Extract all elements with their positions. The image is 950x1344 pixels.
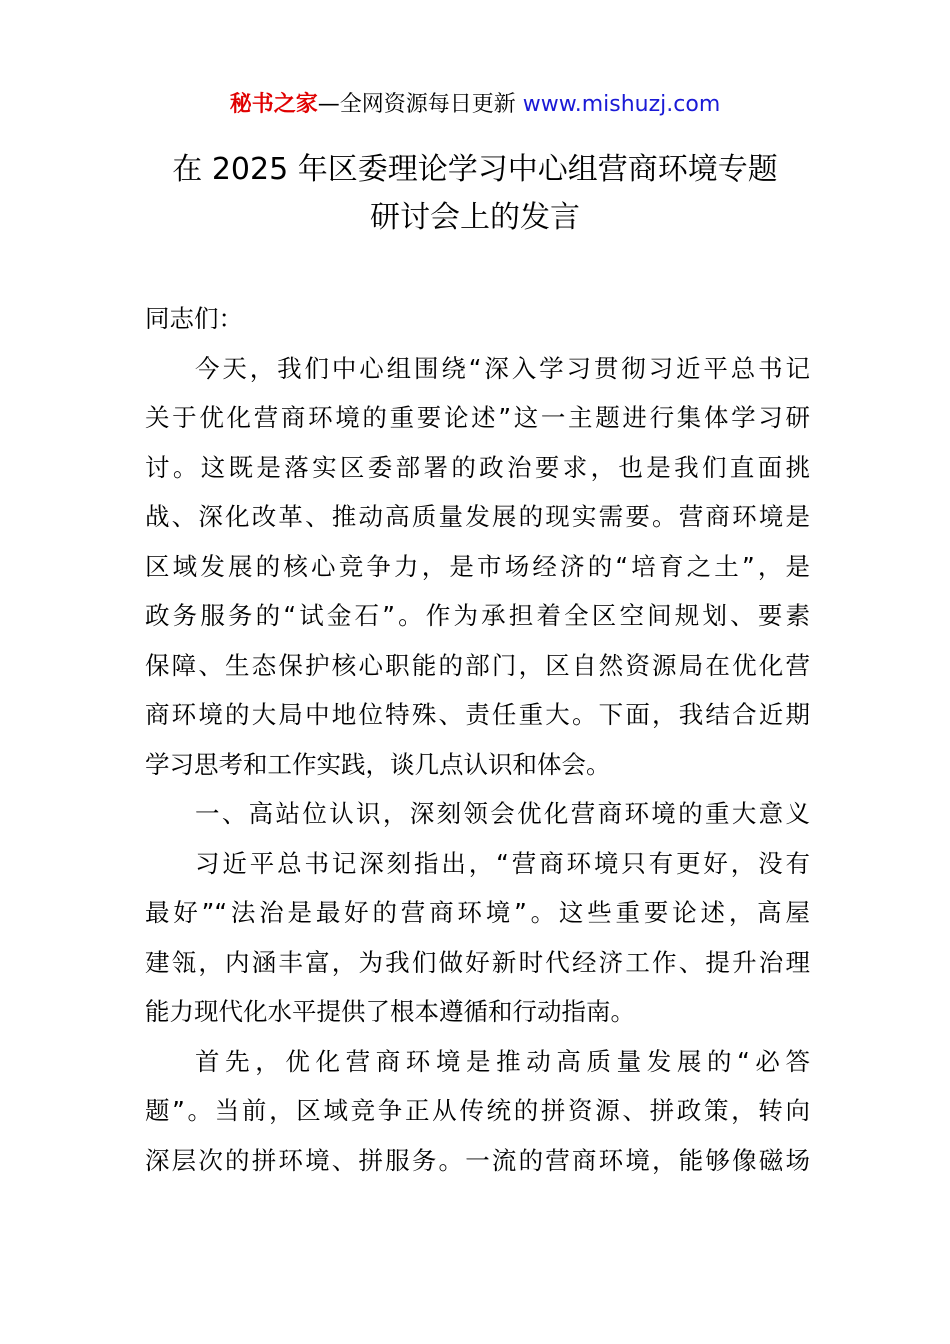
text-line: 区域发展的核心竞争力，是市场经济的“培育之土”，是 (145, 551, 810, 581)
text-line: 学习思考和工作实践，谈几点认识和体会。 (145, 749, 611, 779)
site-header (0, 88, 950, 122)
text-line: 首先，优化营商环境是推动高质量发展的“必答 (195, 1046, 810, 1076)
text-line: 能力现代化水平提供了根本遵循和行动指南。 (145, 997, 635, 1026)
text-line: 讨。这既是落实区委部署的政治要求，也是我们直面挑 (145, 452, 810, 482)
text-line: 题”。当前，区域竞争正从传统的拼资源、拼政策，转向 (145, 1096, 810, 1125)
text-line: 建瓴，内涵丰富，为我们做好新时代经济工作、提升治理 (145, 947, 810, 977)
section-heading: 一、高站位认识，深刻领会优化营商环境的重大意义 (195, 799, 810, 828)
text-line: 政务服务的“试金石”。作为承担着全区空间规划、要素 (145, 601, 810, 630)
text-line: 今天，我们中心组围绕“深入学习贯彻习近平总书记 (195, 353, 810, 383)
text-line: 商环境的大局中地位特殊、责任重大。下面，我结合近期 (145, 700, 810, 729)
salutation: 同志们： (145, 304, 243, 333)
text-line: 深层次的拼环境、拼服务。一流的营商环境，能够像磁场 (145, 1145, 810, 1175)
site-url-link[interactable]: www.mishuzj.com (522, 92, 721, 117)
document-title (0, 146, 950, 242)
site-tagline: —全网资源每日更新 (317, 92, 523, 117)
site-brand: 秘书之家 (229, 92, 318, 117)
text-line: 最好”“法治是最好的营商环境”。这些重要论述，高屋 (145, 898, 810, 927)
document-body (145, 294, 810, 1185)
text-line: 战、深化改革、推动高质量发展的现实需要。营商环境是 (145, 502, 810, 531)
text-line: 习近平总书记深刻指出，“营商环境只有更好，没有 (195, 848, 810, 878)
title-line-1: 在 2025 年区委理论学习中心组营商环境专题 (172, 152, 778, 187)
text-line: 关于优化营商环境的重要论述”这一主题进行集体学习研 (145, 403, 810, 432)
title-line-2: 研讨会上的发言 (370, 200, 580, 235)
text-line: 保障、生态保护核心职能的部门，区自然资源局在优化营 (145, 650, 810, 680)
